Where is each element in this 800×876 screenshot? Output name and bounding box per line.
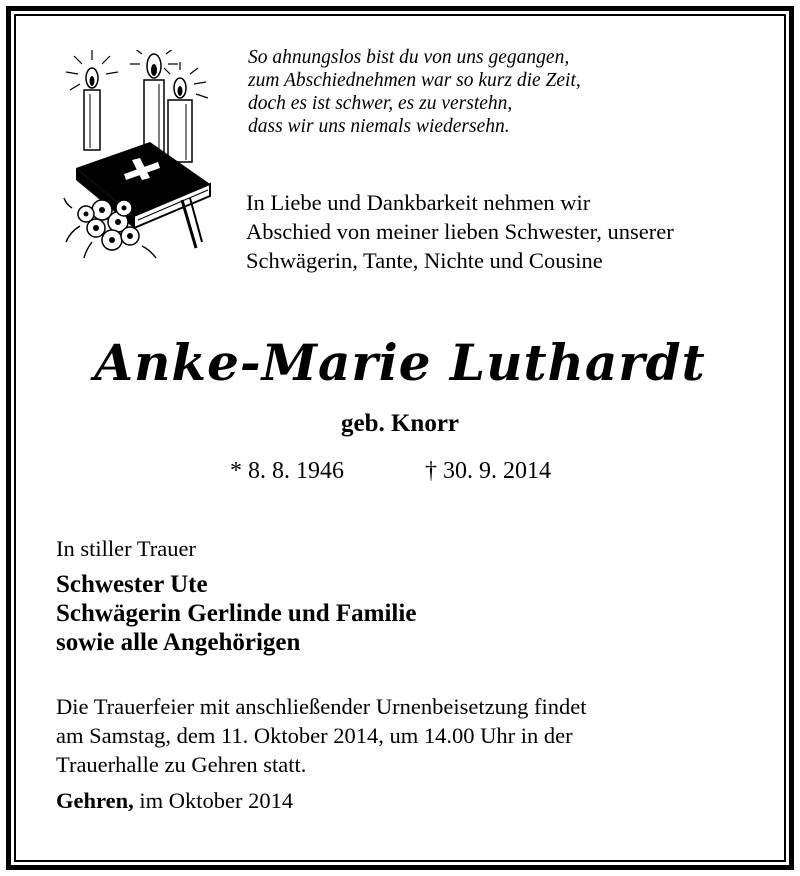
poem-line: doch es ist schwer, es zu verstehn,: [248, 93, 513, 114]
poem: [248, 46, 581, 138]
poem-line: zum Abschiednehmen war so kurz die Zeit,: [248, 70, 581, 91]
death-date: † 30. 9. 2014: [425, 458, 551, 484]
deceased-name: Anke-Marie Luthardt: [94, 333, 706, 392]
mourner: Schwester Ute: [56, 571, 208, 598]
intro-line: In Liebe und Dankbarkeit nehmen wir: [246, 190, 591, 215]
ceremony-notice: [56, 692, 586, 779]
place: Gehren,: [56, 788, 134, 813]
ceremony-line: Die Trauerfeier mit anschließender Urnenbeisetzung findet: [56, 694, 587, 719]
maiden-name: geb. Knorr: [340, 410, 460, 437]
date: im Oktober 2014: [139, 788, 294, 813]
ceremony-line: Trauerhalle zu Gehren statt.: [56, 752, 307, 777]
poem-line: So ahnungslos bist du von uns gegangen,: [248, 47, 570, 68]
candles-bible-flowers-icon: [62, 50, 222, 260]
mourning-label: In stiller Trauer: [56, 536, 196, 561]
intro-text: [246, 188, 674, 275]
poem-line: dass wir uns niemals wiedersehn.: [248, 116, 510, 137]
intro-line: Abschied von meiner lieben Schwester, unserer: [246, 219, 674, 244]
intro-line: Schwägerin, Tante, Nichte und Cousine: [246, 248, 603, 273]
mourner: sowie alle Angehörigen: [56, 629, 301, 656]
birth-date: * 8. 8. 1946: [230, 458, 344, 484]
ceremony-line: am Samstag, dem 11. Oktober 2014, um 14.00 Uhr in der: [56, 723, 573, 748]
place-date-line: [56, 788, 293, 814]
mourners-list: [56, 570, 416, 657]
mourner: Schwägerin Gerlinde und Familie: [56, 600, 417, 627]
